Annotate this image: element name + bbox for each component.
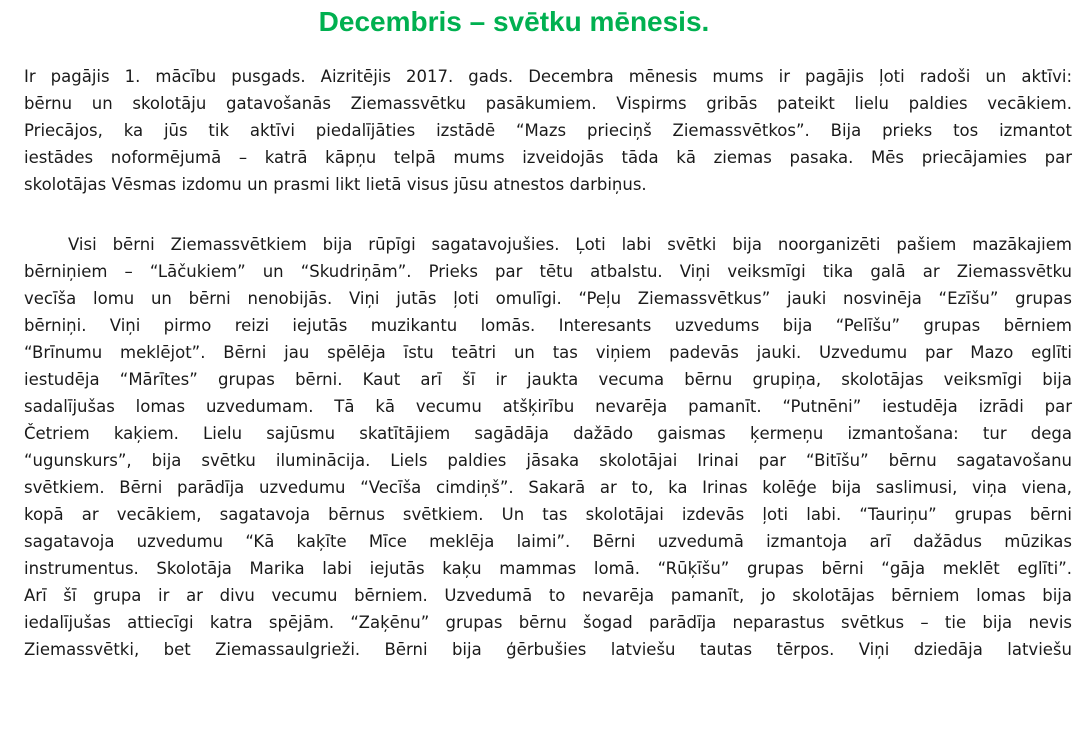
paragraph-line: Četriem kaķiem. Lielu sajūsmu skatītājiem sagādāja dažādo gaismas ķermeņu izmantošana: tur dega	[24, 424, 1072, 443]
paragraph-line: sadalījušas lomas uzvedumam. Tā kā vecumu atšķirību nevarēja pamanīt. “Putnēni” iestudēja izrādi par	[24, 397, 1072, 416]
paragraph-line: instrumentus. Skolotāja Marika labi iejutās kaķu mammas lomā. “Rūķīšu” grupas bērni “gāja meklēt eglīti”.	[24, 559, 1072, 578]
paragraph-line: vecīša lomu un bērni nenobijās. Viņi jutās ļoti omulīgi. “Peļu Ziemassvētkus” jauki nosvinēja “Ezīšu” grupas	[24, 289, 1072, 308]
paragraph-line: Ziemassvētki, bet Ziemassaulgrieži. Bērni bija ģērbušies latviešu tautas tērpos. Viņi dziedāja latviešu	[24, 640, 1072, 659]
paragraph-line: Ir pagājis 1. mācību pusgads. Aizritējis 2017. gads. Decembra mēnesis mums ir pagājis ļoti radoši un aktīvi:	[24, 67, 1072, 86]
paragraph-line: skolotājas Vēsmas izdomu un prasmi likt lietā visus jūsu atnestos darbiņus.	[24, 175, 647, 194]
paragraph-line: iedalījušas attiecīgi katra spējām. “Zaķēnu” grupas bērnu šogad parādīja neparastus svētkus – tie bija nevis	[24, 613, 1072, 632]
paragraph-line: Priecājos, ka jūs tik aktīvi piedalījāties izstādē “Mazs prieciņš Ziemassvētkos”. Bija prieks tos izmantot	[24, 121, 1072, 140]
paragraph-line: iestādes noformējumā – katrā kāpņu telpā mums izveidojās tāda kā ziemas pasaka. Mēs priecājamies par	[24, 148, 1072, 167]
paragraph-line: svētkiem. Bērni parādīja uzvedumu “Vecīša cimdiņš”. Sakarā ar to, ka Irinas kolēģe bija saslimusi, viņa viena,	[24, 478, 1072, 497]
paragraph-line: Visi bērni Ziemassvētkiem bija rūpīgi sagatavojušies. Ļoti labi svētki bija noorganizēti pašiem mazākajiem	[68, 235, 1072, 254]
paragraph-line: “Brīnumu meklējot”. Bērni jau spēlēja īstu teātri un tas viņiem padevās jauki. Uzvedumu par Mazo eglīti	[24, 343, 1072, 362]
paragraph-line: iestudēja “Mārītes” grupas bērni. Kaut arī šī ir jaukta vecuma bērnu grupiņa, skolotājas veiksmīgi bija	[24, 370, 1072, 389]
document-title: Decembris – svētku mēnesis.	[318, 6, 710, 37]
paragraph-line: kopā ar vecākiem, sagatavoja bērnus svētkiem. Un tas skolotājai izdevās ļoti labi. “Tauriņu” grupas bērni	[24, 505, 1072, 524]
paragraph-line: Arī šī grupa ir ar divu vecumu bērniem. Uzvedumā to nevarēja pamanīt, jo skolotājas bērniem lomas bija	[24, 586, 1072, 605]
paragraph-line: “ugunskurs”, bija svētku iluminācija. Liels paldies jāsaka skolotājai Irinai par “Bitīšu” bērnu sagatavošanu	[24, 451, 1072, 470]
paragraph-line: bērnu un skolotāju gatavošanās Ziemassvētku pasākumiem. Vispirms gribās pateikt lielu paldies vecākiem.	[24, 94, 1072, 113]
paragraph-line: bērniņi. Viņi pirmo reizi iejutās muzikantu lomās. Interesants uzvedums bija “Pelīšu” grupas bērniem	[24, 316, 1072, 335]
paragraph-line: sagatavoja uzvedumu “Kā kaķīte Mīce meklēja laimi”. Bērni uzvedumā izmantoja arī dažādus mūzikas	[24, 532, 1072, 551]
paragraph-line: bērniņiem – “Lāčukiem” un “Skudriņām”. Prieks par tētu atbalstu. Viņi veiksmīgi tika galā ar Ziemassvētku	[24, 262, 1072, 281]
paragraph-1	[24, 63, 1072, 198]
paragraph-2	[24, 231, 1072, 663]
